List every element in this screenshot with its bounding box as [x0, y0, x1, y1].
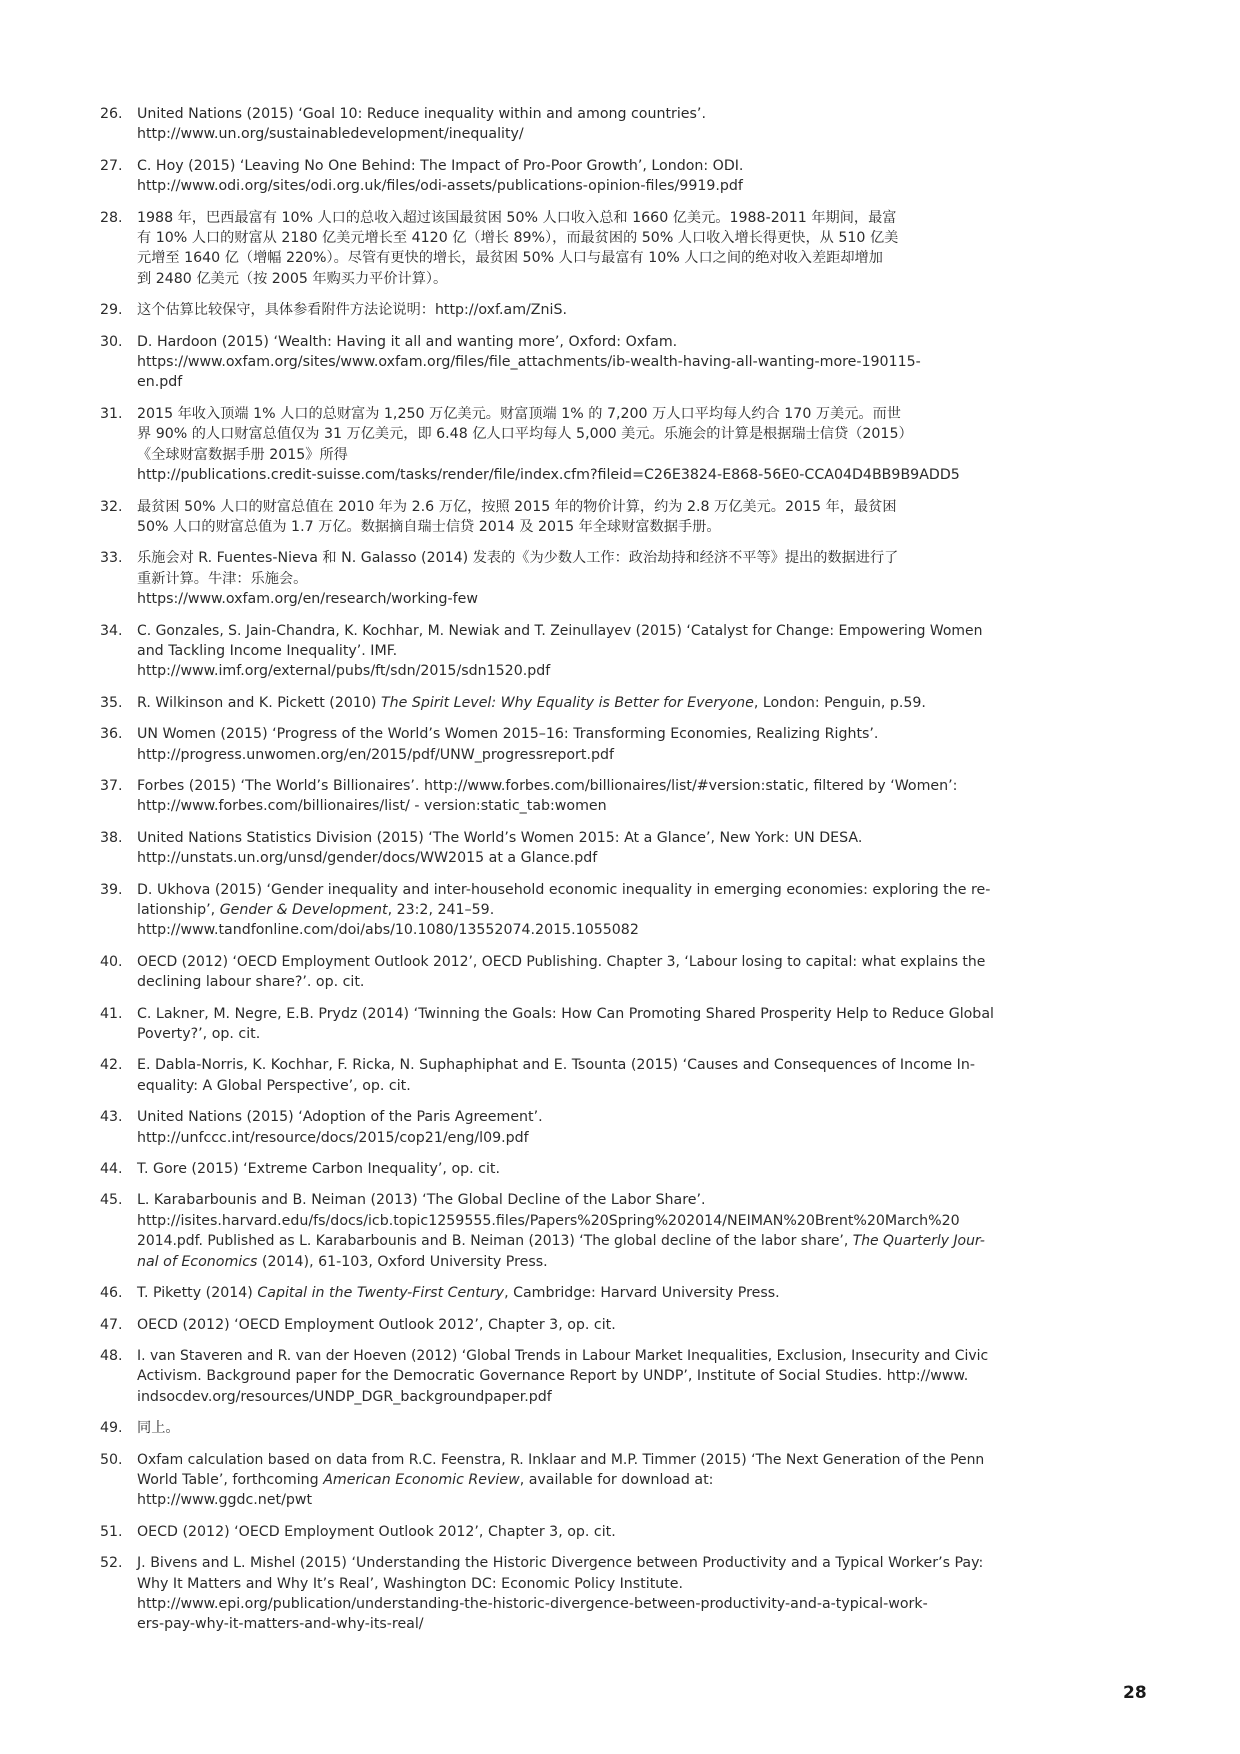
endnote-text [137, 497, 996, 538]
endnote-number: 51. [100, 1523, 123, 1540]
endnote-47 [100, 1315, 996, 1335]
endnote-line [137, 1024, 996, 1044]
endnote-text [137, 1107, 996, 1148]
text-segment: T. Gore (2015) ‘Extreme Carbon Inequality’, op. cit. [137, 1161, 500, 1178]
endnote-text [137, 1553, 996, 1635]
endnote-text [137, 1315, 996, 1335]
endnote-line [137, 621, 996, 641]
endnote-text [137, 880, 996, 941]
endnote-28 [100, 208, 996, 290]
reference-url[interactable]: http://www.epi.org/publication/understanding-the-historic-divergence-between-productivity-and-a-typical-work- [137, 1595, 928, 1612]
endnote-line [137, 1128, 996, 1148]
text-segment: Activism. Background paper for the Democratic Governance Report by UNDP’, Institute of Social Studies. http://www. [137, 1368, 969, 1385]
text-segment: , London: Penguin, p.59. [753, 694, 926, 711]
endnote-line [137, 641, 996, 661]
reference-url[interactable]: http://www.imf.org/external/pubs/ft/sdn/2015/sdn1520.pdf [137, 663, 551, 680]
endnote-line [137, 1107, 996, 1127]
endnote-text [137, 548, 996, 609]
endnote-line [137, 1614, 996, 1634]
text-segment: OECD (2012) ‘OECD Employment Outlook 2012’, OECD Publishing. Chapter 3, ‘Labour losing to capital: what explains the [137, 953, 986, 970]
text-segment: 50% 人口的财富总值为 1.7 万亿。数据摘自瑞士信贷 2014 及 2015 年全球财富数据手册。 [137, 518, 721, 535]
endnote-text [137, 1283, 996, 1303]
endnote-number: 49. [100, 1420, 123, 1437]
text-segment: declining labour share?’. op. cit. [137, 974, 365, 991]
endnote-39 [100, 880, 996, 941]
endnote-number: 43. [100, 1109, 123, 1126]
italic-title: The Spirit Level: Why Equality is Better for Everyone [380, 694, 754, 711]
endnote-line [137, 828, 996, 848]
endnote-51 [100, 1522, 996, 1542]
text-segment: and Tackling Income Inequality’. IMF. [137, 642, 398, 659]
endnote-46 [100, 1283, 996, 1303]
text-segment: Poverty?’, op. cit. [137, 1026, 261, 1043]
text-segment: Oxfam calculation based on data from R.C. Feenstra, R. Inklaar and M.P. Timmer (2015) ‘The Next Generation of the Penn [137, 1451, 985, 1468]
endnote-line [137, 693, 996, 713]
reference-url[interactable]: https://www.oxfam.org/en/research/working-few [137, 591, 478, 608]
endnote-41 [100, 1004, 996, 1045]
endnote-number: 34. [100, 622, 123, 639]
endnote-line [137, 972, 996, 992]
endnote-line [137, 745, 996, 765]
endnote-number: 37. [100, 777, 123, 794]
endnote-line [137, 1004, 996, 1024]
endnote-line [137, 248, 996, 268]
text-segment: C. Lakner, M. Negre, E.B. Prydz (2014) ‘Twinning the Goals: How Can Promoting Shared Prosperity Help to Reduce Global [137, 1005, 994, 1022]
text-segment: UN Women (2015) ‘Progress of the World’s Women 2015–16: Transforming Economies, Realizing Rights’. [137, 726, 879, 743]
endnote-line [137, 589, 996, 609]
endnote-text [137, 156, 996, 197]
endnote-line [137, 156, 996, 176]
endnote-line [137, 952, 996, 972]
text-segment: en.pdf [137, 374, 183, 391]
text-segment: ers-pay-why-it-matters-and-why-its-real/ [137, 1616, 424, 1633]
endnote-text [137, 404, 996, 486]
endnote-42 [100, 1055, 996, 1096]
endnote-line [137, 1490, 996, 1510]
endnote-text [137, 104, 996, 145]
text-segment: R. Wilkinson and K. Pickett (2010) [137, 694, 381, 711]
endnote-text [137, 1004, 996, 1045]
endnote-45 [100, 1190, 996, 1272]
reference-url[interactable]: http://www.ggdc.net/pwt [137, 1492, 313, 1509]
endnote-text [137, 1055, 996, 1096]
endnote-43 [100, 1107, 996, 1148]
text-segment: 重新计算。牛津：乐施会。 [137, 570, 308, 587]
endnote-38 [100, 828, 996, 869]
endnote-line [137, 796, 996, 816]
endnote-text [137, 952, 996, 993]
endnote-31 [100, 404, 996, 486]
endnotes-list [100, 104, 996, 1646]
italic-title: American Economic Review [323, 1471, 520, 1488]
text-segment: OECD (2012) ‘OECD Employment Outlook 2012’, Chapter 3, op. cit. [137, 1316, 616, 1333]
endnote-number: 42. [100, 1057, 123, 1074]
page-number: 28 [1123, 1683, 1147, 1703]
endnote-line [137, 569, 996, 589]
text-segment: Why It Matters and Why It’s Real’, Washington DC: Economic Policy Institute. [137, 1575, 684, 1592]
endnote-line [137, 1055, 996, 1075]
reference-url[interactable]: http://www.un.org/sustainabledevelopment/inequality/ [137, 126, 524, 143]
endnote-number: 48. [100, 1347, 123, 1364]
endnote-text [137, 1159, 996, 1179]
italic-title: nal of Economics [137, 1253, 258, 1270]
text-segment: (2014), 61-103, Oxford University Press. [257, 1253, 548, 1270]
text-segment: United Nations (2015) ‘Goal 10: Reduce inequality within and among countries’. [137, 106, 706, 122]
endnote-line [137, 1450, 996, 1470]
endnote-line [137, 176, 996, 196]
endnote-line [137, 352, 996, 372]
endnote-line [137, 465, 996, 485]
endnote-number: 44. [100, 1161, 123, 1178]
text-segment: 2014.pdf. Published as L. Karabarbounis and B. Neiman (2013) ‘The global decline of the labor share’, [137, 1233, 853, 1250]
endnote-line [137, 724, 996, 744]
text-segment: 乐施会对 R. Fuentes-Nieva 和 N. Galasso (2014) 发表的《为少数人工作：政治劫持和经济不平等》提出的数据进行了 [137, 550, 899, 567]
text-segment: 《全球财富数据手册 2015》所得 [137, 446, 348, 463]
endnote-number: 52. [100, 1555, 123, 1572]
endnote-number: 36. [100, 726, 123, 743]
endnote-number: 40. [100, 953, 123, 970]
endnote-text [137, 332, 996, 393]
endnote-line [137, 1190, 996, 1210]
text-segment: United Nations (2015) ‘Adoption of the Paris Agreement’. [137, 1109, 543, 1126]
endnote-line [137, 1574, 996, 1594]
text-segment: L. Karabarbounis and B. Neiman (2013) ‘The Global Decline of the Labor Share’. [137, 1192, 706, 1209]
endnote-line [137, 497, 996, 517]
endnote-text [137, 1190, 996, 1272]
text-segment: D. Hardoon (2015) ‘Wealth: Having it all and wanting more’, Oxford: Oxfam. [137, 333, 678, 350]
reference-url[interactable]: http://unfccc.int/resource/docs/2015/cop21/eng/l09.pdf [137, 1129, 529, 1146]
reference-url[interactable]: http://progress.unwomen.org/en/2015/pdf/UNW_progressreport.pdf [137, 746, 614, 763]
endnote-48 [100, 1346, 996, 1407]
endnote-35 [100, 693, 996, 713]
endnote-line [137, 1159, 996, 1179]
endnote-line [137, 445, 996, 465]
endnote-text [137, 693, 996, 713]
endnote-number: 38. [100, 829, 123, 846]
endnote-line [137, 372, 996, 392]
text-segment: J. Bivens and L. Mishel (2015) ‘Understanding the Historic Divergence between Productivity and a Typical Worker’s Pay: [137, 1555, 984, 1572]
text-segment: C. Hoy (2015) ‘Leaving No One Behind: The Impact of Pro-Poor Growth’, London: ODI. [137, 157, 744, 174]
endnote-number: 35. [100, 694, 123, 711]
endnote-line [137, 1522, 996, 1542]
endnote-text [137, 724, 996, 765]
endnote-number: 46. [100, 1285, 123, 1302]
endnote-number: 50. [100, 1451, 123, 1468]
endnote-37 [100, 776, 996, 817]
endnote-30 [100, 332, 996, 393]
endnote-number: 47. [100, 1316, 123, 1333]
endnote-line [137, 104, 996, 124]
endnote-line [137, 548, 996, 568]
text-segment: 2015 年收入顶端 1% 人口的总财富为 1,250 万亿美元。财富顶端 1% 的 7,200 万人口平均每人约合 170 万美元。而世 [137, 405, 901, 422]
endnote-line [137, 1315, 996, 1335]
text-segment: 元增至 1640 亿（增幅 220%）。尽管有更快的增长，最贫困 50% 人口与最富有 10% 人口之间的绝对收入差距却增加 [137, 250, 883, 267]
reference-url[interactable]: http://www.forbes.com/billionaires/list/ - version:static_tab:women [137, 798, 607, 815]
reference-url[interactable]: http://isites.harvard.edu/fs/docs/icb.topic1259555.files/Papers%20Spring%202014/NEIMAN%20Brent%20March%20 [137, 1212, 960, 1229]
text-segment: 界 90% 的人口财富总值仅为 31 万亿美元，即 6.48 亿人口平均每人 5,000 美元。乐施会的计算是根据瑞士信贷（2015） [137, 426, 913, 443]
endnote-number: 39. [100, 881, 123, 898]
endnote-number: 26. [100, 106, 123, 122]
endnote-line [137, 404, 996, 424]
reference-url[interactable]: http://unstats.un.org/unsd/gender/docs/WW2015 at a Glance.pdf [137, 850, 598, 867]
text-segment: 1988 年，巴西最富有 10% 人口的总收入超过该国最贫困 50% 人口收入总和 1660 亿美元。1988-2011 年期间，最富 [137, 209, 897, 226]
endnote-34 [100, 621, 996, 682]
text-segment: 有 10% 人口的财富从 2180 亿美元增长至 4120 亿（增长 89%），而最贫困的 50% 人口收入增长得更快，从 510 亿美 [137, 230, 899, 247]
text-segment: 到 2480 亿美元（按 2005 年购买力平价计算）。 [137, 270, 448, 287]
endnote-line [137, 1283, 996, 1303]
text-segment: , available for download at: [519, 1471, 714, 1488]
endnote-number: 27. [100, 157, 123, 174]
endnote-line [137, 208, 996, 228]
endnote-text [137, 208, 996, 290]
text-segment: 同上。 [137, 1420, 180, 1437]
text-segment: 最贫困 50% 人口的财富总值在 2010 年为 2.6 万亿，按照 2015 年的物价计算，约为 2.8 万亿美元。2015 年，最贫困 [137, 498, 897, 515]
endnote-line [137, 517, 996, 537]
endnote-line [137, 1346, 996, 1366]
endnote-line [137, 228, 996, 248]
endnote-line [137, 124, 996, 144]
endnote-line [137, 269, 996, 289]
endnote-line [137, 332, 996, 352]
endnote-text [137, 1346, 996, 1407]
endnote-line [137, 1387, 996, 1407]
endnote-49 [100, 1418, 996, 1438]
text-segment: C. Gonzales, S. Jain-Chandra, K. Kochhar, M. Newiak and T. Zeinullayev (2015) ‘Catalyst for Change: Empowering Women [137, 622, 983, 639]
endnote-line [137, 776, 996, 796]
text-segment: United Nations Statistics Division (2015) ‘The World’s Women 2015: At a Glance’, New York: UN DESA. [137, 829, 863, 846]
endnote-29 [100, 300, 996, 320]
endnote-26 [100, 104, 996, 145]
endnote-line [137, 1366, 996, 1386]
endnote-line [137, 1594, 996, 1614]
text-segment: E. Dabla-Norris, K. Kochhar, F. Ricka, N. Suphaphiphat and E. Tsounta (2015) ‘Causes and Consequences of Income In- [137, 1057, 975, 1074]
text-segment: , 23:2, 241–59. [387, 902, 495, 918]
reference-url[interactable]: http://publications.credit-suisse.com/tasks/render/file/index.cfm?fileid=C26E3824-E868-56E0-CCA04D4BB9B9ADD5 [137, 467, 960, 484]
endnote-line [137, 424, 996, 444]
endnote-text [137, 1522, 996, 1542]
endnote-40 [100, 952, 996, 993]
text-segment: T. Piketty (2014) [137, 1285, 258, 1302]
endnote-text [137, 828, 996, 869]
endnote-text [137, 621, 996, 682]
endnote-50 [100, 1450, 996, 1511]
endnote-line [137, 1252, 996, 1272]
text-segment: 这个估算比较保守，具体参看附件方法论说明：http://oxf.am/ZniS. [137, 302, 567, 319]
endnote-52 [100, 1553, 996, 1635]
text-segment: Forbes (2015) ‘The World’s Billionaires’. http://www.forbes.com/billionaires/list/#version:static, filtered by ‘Women’: [137, 777, 958, 794]
endnote-line [137, 1076, 996, 1096]
endnote-number: 33. [100, 550, 123, 567]
endnote-33 [100, 548, 996, 609]
endnote-line [137, 1211, 996, 1231]
reference-url[interactable]: http://www.tandfonline.com/doi/abs/10.1080/13552074.2015.1055082 [137, 922, 639, 939]
endnote-line [137, 920, 996, 940]
endnote-number: 32. [100, 498, 123, 515]
endnote-44 [100, 1159, 996, 1179]
endnote-number: 45. [100, 1192, 123, 1209]
endnote-text [137, 300, 996, 320]
endnote-line [137, 1418, 996, 1438]
endnote-number: 28. [100, 209, 123, 226]
endnote-line [137, 1470, 996, 1490]
reference-url[interactable]: http://www.odi.org/sites/odi.org.uk/files/odi-assets/publications-opinion-files/9919.pdf [137, 178, 743, 195]
italic-title: Gender & Development [219, 902, 388, 918]
text-segment: I. van Staveren and R. van der Hoeven (2012) ‘Global Trends in Labour Market Inequalities, Exclusion, Insecurity and Civic [137, 1347, 989, 1364]
endnote-number: 31. [100, 405, 123, 422]
endnote-text [137, 776, 996, 817]
endnote-27 [100, 156, 996, 197]
text-segment: lationship’, [137, 902, 220, 918]
endnote-number: 41. [100, 1005, 123, 1022]
endnote-line [137, 1553, 996, 1573]
italic-title: The Quarterly Jour- [852, 1233, 985, 1250]
endnote-line [137, 880, 996, 900]
endnote-line [137, 900, 996, 920]
text-segment: D. Ukhova (2015) ‘Gender inequality and inter-household economic inequality in emerging economies: exploring the re- [137, 881, 991, 898]
endnote-36 [100, 724, 996, 765]
text-segment: OECD (2012) ‘OECD Employment Outlook 2012’, Chapter 3, op. cit. [137, 1523, 616, 1540]
text-segment: World Table’, forthcoming [137, 1471, 324, 1488]
text-segment: indsocdev.org/resources/UNDP_DGR_backgroundpaper.pdf [137, 1388, 552, 1405]
endnote-32 [100, 497, 996, 538]
endnote-line [137, 661, 996, 681]
endnote-text [137, 1418, 996, 1438]
italic-title: Capital in the Twenty-First Century [257, 1285, 505, 1302]
text-segment: , Cambridge: Harvard University Press. [504, 1285, 780, 1302]
endnote-line [137, 848, 996, 868]
endnote-text [137, 1450, 996, 1511]
reference-url[interactable]: https://www.oxfam.org/sites/www.oxfam.org/files/file_attachments/ib-wealth-having-all-wanting-more-190115- [137, 354, 921, 371]
endnote-number: 30. [100, 333, 123, 350]
endnote-line [137, 1231, 996, 1251]
endnote-line [137, 300, 996, 320]
endnote-number: 29. [100, 302, 123, 319]
text-segment: equality: A Global Perspective’, op. cit. [137, 1077, 411, 1094]
